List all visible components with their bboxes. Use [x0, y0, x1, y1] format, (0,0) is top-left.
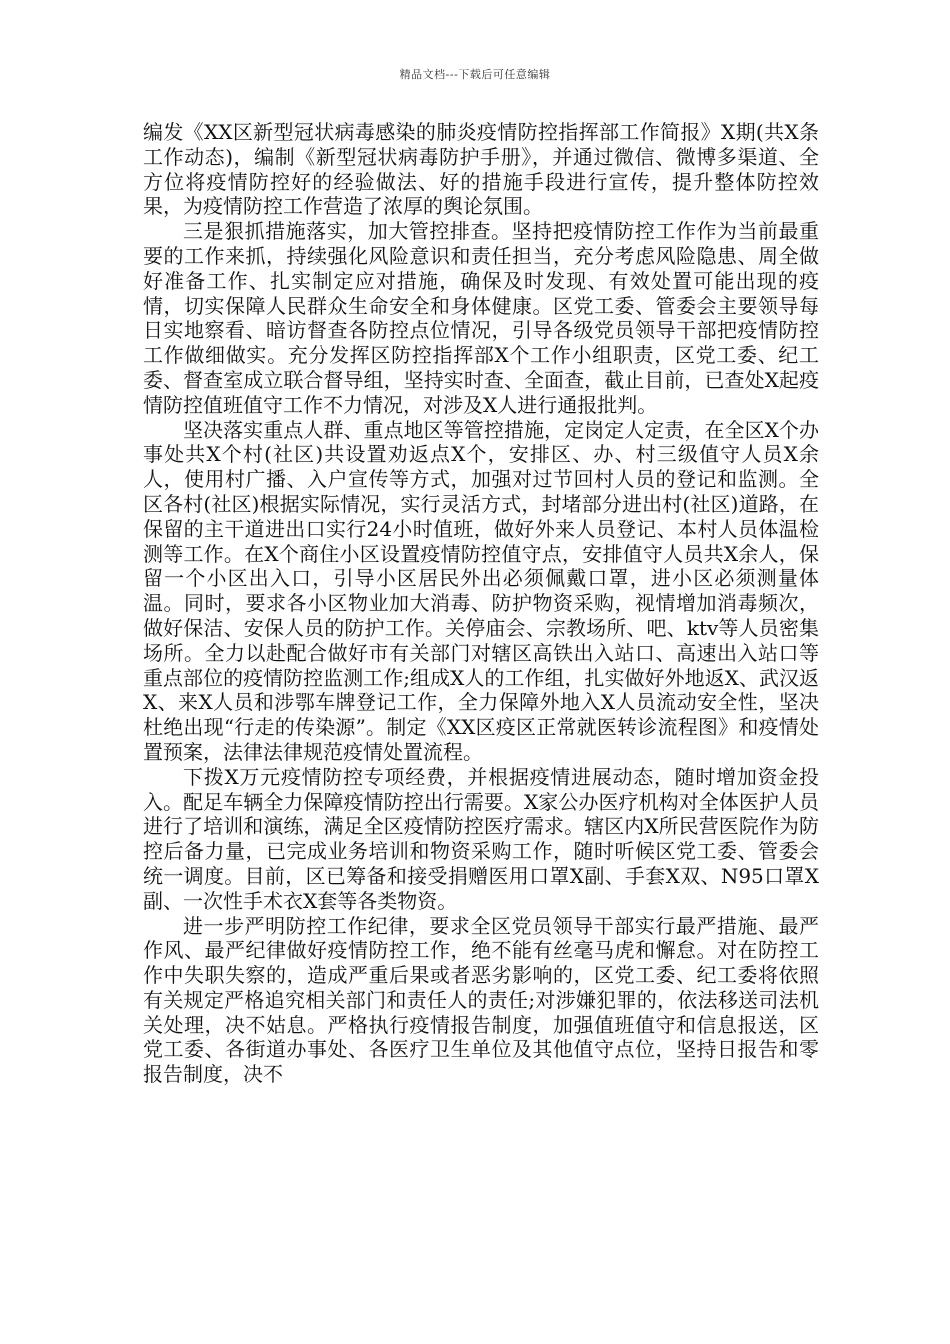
paragraph-continuation: 编发《XX区新型冠状病毒感染的肺炎疫情防控指挥部工作简报》X期(共X条工作动态)，编制《新型冠状病毒防护手册》，并通过微信、微博多渠道、全方位将疫情防控好的经验做法、好的措施手段进行宣传，提升整体防控效果，为疫情防控工作营造了浓厚的舆论氛围。	[143, 120, 819, 219]
paragraph-key-groups: 坚决落实重点人群、重点地区等管控措施，定岗定人定责，在全区X个办事处共X个村(社区)共设置劝返点X个，安排区、办、村三级值守人员X余人，使用村广播、入户宣传等方式，加强对过节回村人员的登记和监测。全区各村(社区)根据实际情况，实行灵活方式，封堵部分进出村(社区)道路，在保留的主干道进出口实行24小时值班，做好外来人员登记、本村人员体温检测等工作。在X个商住小区设置疫情防控值守点，安排值守人员共X余人，保留一个小区出入口，引导小区居民外出必须佩戴口罩，进小区必须测量体温。同时，要求各小区物业加大消毒、防护物资采购，视情增加消毒频次，做好保洁、安保人员的防护工作。关停庙会、宗教场所、吧、ktv等人员密集场所。全力以赴配合做好市有关部门对辖区高铁出入站口、高速出入站口等重点部位的疫情防控监测工作;组成X人的工作组，扎实做好外地返X、武汉返X、来X人员和涉鄂车牌登记工作，全力保障外地入X人员流动安全性，坚决杜绝出现“行走的传染源”。制定《XX区疫区正常就医转诊流程图》和疫情处置预案，法律法律规范疫情处置流程。	[143, 417, 819, 764]
document-body	[143, 120, 819, 1087]
paragraph-discipline: 进一步严明防控工作纪律，要求全区党员领导干部实行最严措施、最严作风、最严纪律做好疫情防控工作，绝不能有丝毫马虎和懈怠。对在防控工作中失职失察的，造成严重后果或者恶劣影响的，区党工委、纪工委将依照有关规定严格追究相关部门和责任人的责任;对涉嫌犯罪的，依法移送司法机关处理，决不姑息。严格执行疫情报告制度，加强值班值守和信息报送，区党工委、各街道办事处、各医疗卫生单位及其他值守点位，坚持日报告和零报告制度，决不	[143, 913, 819, 1087]
paragraph-measures: 三是狠抓措施落实，加大管控排查。坚持把疫情防控工作作为当前最重要的工作来抓，持续强化风险意识和责任担当，充分考虑风险隐患、周全做好准备工作、扎实制定应对措施，确保及时发现、有效处置可能出现的疫情，切实保障人民群众生命安全和身体健康。区党工委、管委会主要领导每日实地察看、暗访督查各防控点位情况，引导各级党员领导干部把疫情防控工作做细做实。充分发挥区防控指挥部X个工作小组职责，区党工委、纪工委、督查室成立联合督导组，坚持实时查、全面查，截止目前，已查处X起疫情防控值班值守工作不力情况，对涉及X人进行通报批判。	[143, 219, 819, 417]
paragraph-funding: 下拨X万元疫情防控专项经费，并根据疫情进展动态，随时增加资金投入。配足车辆全力保障疫情防控出行需要。X家公办医疗机构对全体医护人员进行了培训和演练，满足全区疫情防控医疗需求。辖区内X所民营医院作为防控后备力量，已完成业务培训和物资采购工作，随时听候区党工委、管委会统一调度。目前，区已筹备和接受捐赠医用口罩X副、手套X双、N95口罩X副、一次性手术衣X套等各类物资。	[143, 764, 819, 913]
page-header: 精品文档---下载后可任意编辑	[399, 68, 551, 81]
